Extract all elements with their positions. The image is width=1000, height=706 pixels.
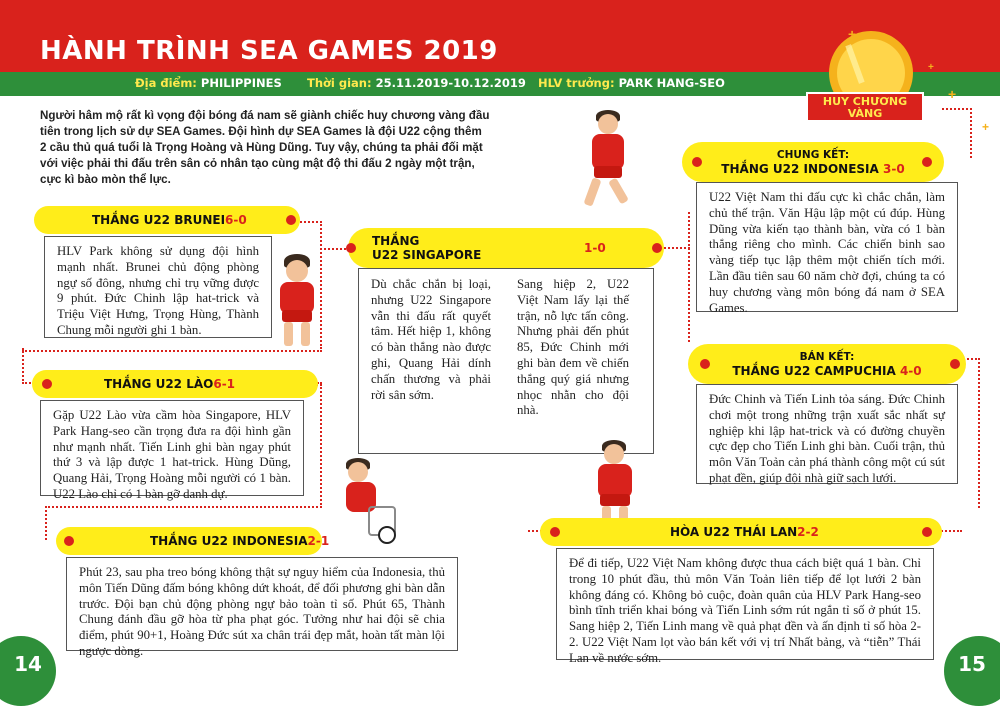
location-label: Địa điểm: (135, 76, 197, 90)
match-text-col1: Dù chắc chắn bị loại, nhưng U22 Singapore vẫn thi đấu rất quyết tâm. Hết hiệp 1, không có bàn thắng nào được ghi, Quang Hải dính chấn thương và phải rời sân sớm. (371, 277, 491, 402)
dot-marker (286, 215, 296, 225)
match-title-text: THẮNG U22 INDONESIA (150, 534, 308, 548)
connector-line (960, 358, 980, 508)
match-text-semi: Đức Chinh và Tiến Linh tỏa sáng. Đức Chinh chơi một trong những trận xuất sắc nhất sự nghiệp khi lập hat-trick và có đường chuyền cực đẹp cho Tiến Linh ghi bàn. Cuối trận, thủ môn Văn Toản cản phá thành công một cú sút phạt đền, giúp đội nhà giữ sạch lưới. (696, 384, 958, 484)
dot-marker (652, 243, 662, 253)
coach-label: HLV trưởng: (538, 76, 615, 90)
match-text-singapore (358, 268, 654, 454)
time-label: Thời gian: (307, 76, 372, 90)
match-score: 4-0 (899, 364, 922, 378)
connector-line (22, 350, 322, 352)
sparkle-icon: + (982, 120, 990, 134)
dot-marker (42, 379, 52, 389)
sparkle-icon: + (948, 86, 957, 102)
match-score: 2-1 (307, 534, 330, 548)
player-illustration (578, 108, 638, 212)
dot-marker (922, 527, 932, 537)
page-number-left: 14 (0, 636, 56, 706)
match-text-indonesia-group: Phút 23, sau pha treo bóng không thật sự nguy hiểm của Indonesia, thủ môn Tiến Dũng đấm bóng không dứt khoát, để đối phương ghi bàn dẫn trước. Đội bạn chủ động phòng ngự bảo toàn tỉ số. Phút 65, Thành Chung đánh đầu gỡ hòa từ pha phạt góc. Tưởng như hai đội sẽ chia điểm, phút 90+1, Hoàng Đức sút xa chân trái đẹp mắt, hoàn tất màn lội ngược dòng. (66, 557, 458, 651)
match-title-text: HÒA U22 THÁI LAN (670, 525, 798, 539)
match-score: 6-0 (225, 213, 247, 227)
connector-line (688, 212, 690, 342)
medal-line1: HUY CHƯƠNG (822, 95, 908, 108)
page-number-right: 15 (944, 636, 1000, 706)
sparkle-icon: + (848, 26, 857, 42)
coach-info (538, 76, 725, 90)
dot-marker (64, 536, 74, 546)
medal-ribbon (806, 92, 924, 122)
match-title-brunei (34, 206, 300, 234)
match-score: 6-1 (213, 377, 236, 391)
sparkle-icon: + (928, 62, 934, 73)
match-title-semi (688, 344, 966, 384)
page-title: HÀNH TRÌNH SEA GAMES 2019 (40, 36, 498, 66)
match-title-indonesia-group (56, 527, 330, 555)
match-title-text: CHUNG KẾT: THẮNG U22 INDONESIA 3-0 (721, 149, 905, 176)
player-illustration (270, 252, 326, 350)
time-info (307, 76, 526, 90)
match-title-text: THẮNG U22 LÀO (104, 377, 214, 391)
match-title-text: BÁN KẾT: THẮNG U22 CAMPUCHIA 4-0 (732, 351, 922, 378)
match-title-singapore (348, 228, 664, 268)
intro-paragraph: Người hâm mộ rất kì vọng đội bóng đá nam sẽ giành chiếc huy chương vàng đầu tiên trong lịch sử dự SEA Games. Đội hình dự SEA Games là đội U22 cộng thêm 2 cầu thủ quá tuổi là Trọng Hoàng và Hùng Dũng. Tuy vậy, chúng ta phải đối mặt với việc phải thi đấu trên sân cỏ nhân tạo cùng mật độ thi đấu 2 ngày một trận, cực kì bào mòn thể lực. (40, 109, 490, 186)
match-text-brunei: HLV Park không sử dụng đội hình mạnh nhất. Brunei chủ động phòng ngự số đông, nhưng chỉ trụ vững được 9 phút. Đức Chinh lập hat-trick và Triệu Việt Hưng, Trọng Hùng, Thành Chung mỗi người ghi 1 bàn. (44, 236, 272, 338)
dot-marker (950, 359, 960, 369)
location-value: PHILIPPINES (200, 76, 282, 90)
connector-line (942, 108, 972, 158)
match-title-text: THẮNG U22 BRUNEI (92, 213, 226, 227)
dot-marker (700, 359, 710, 369)
match-title-thailand (540, 518, 942, 546)
location-info (135, 76, 282, 90)
dot-marker (346, 243, 356, 253)
match-score: 1-0 (584, 241, 606, 255)
dot-marker (922, 157, 932, 167)
match-text-final: U22 Việt Nam thi đấu cực kì chắc chắn, làm chủ thế trận. Văn Hậu lập một cú đúp. Hùng Dũng vừa kiến tạo thành bàn, vừa có 1 bàn thắng riêng cho mình. Các chiến binh sao vàng tiếp tục lập thêm một chiến tích mới. Lần đầu tiên sau 60 năm chờ đợi, chúng ta có huy chương vàng môn bóng đá nam ở SEA Games. (696, 182, 958, 312)
match-text-thailand: Để đi tiếp, U22 Việt Nam không được thua cách biệt quá 1 bàn. Chỉ trong 10 phút đầu, thủ môn Văn Toản liên tiếp để lọt lưới 2 bàn không đáng có. Không bỏ cuộc, đoàn quân của HLV Park Hang-seo bình tĩnh triển khai bóng và Tiến Linh sớm rút ngắn tỉ số ở phút 15. Sang hiệp 2, Tiến Linh mang về quả phạt đền và ấn định tỉ số hòa 2-2. U22 Việt Nam lọt vào bán kết với vị trí Nhất bảng, và “tiễn” Thái Lan về nước sớm. (556, 548, 934, 660)
match-text-col2: Sang hiệp 2, U22 Việt Nam lấy lại thế trận, nỗ lực tấn công. Nhưng phải đến phút 85, Đức Chinh mới ghi bàn đem về chiến thắng quý giá nhưng nhọc nhằn cho đội nhà. (517, 277, 629, 418)
match-text-lao: Gặp U22 Lào vừa cầm hòa Singapore, HLV Park Hang-seo cần trọng đưa ra đội hình gần như mạnh nhất. Tiến Linh ghi bàn ngay phút thứ 3 và lập được 1 hat-trick. Hùng Dũng, Quang Hải, Trọng Hoàng mỗi người có 1 bàn. U22 Lào chỉ có 1 bàn gỡ danh dự. (40, 400, 304, 496)
match-score: 2-2 (797, 525, 819, 539)
match-title-lao (32, 370, 318, 398)
coach-value: PARK HANG-SEO (618, 76, 725, 90)
time-value: 25.11.2019-10.12.2019 (375, 76, 526, 90)
dot-marker (550, 527, 560, 537)
match-title-final (682, 142, 944, 182)
medal-line2: VÀNG (847, 107, 883, 120)
player-illustration (590, 438, 642, 530)
match-title-text: THẮNG U22 SINGAPORE (372, 234, 482, 262)
dot-marker (692, 157, 702, 167)
player-illustration (334, 452, 404, 544)
match-score: 3-0 (883, 162, 905, 176)
